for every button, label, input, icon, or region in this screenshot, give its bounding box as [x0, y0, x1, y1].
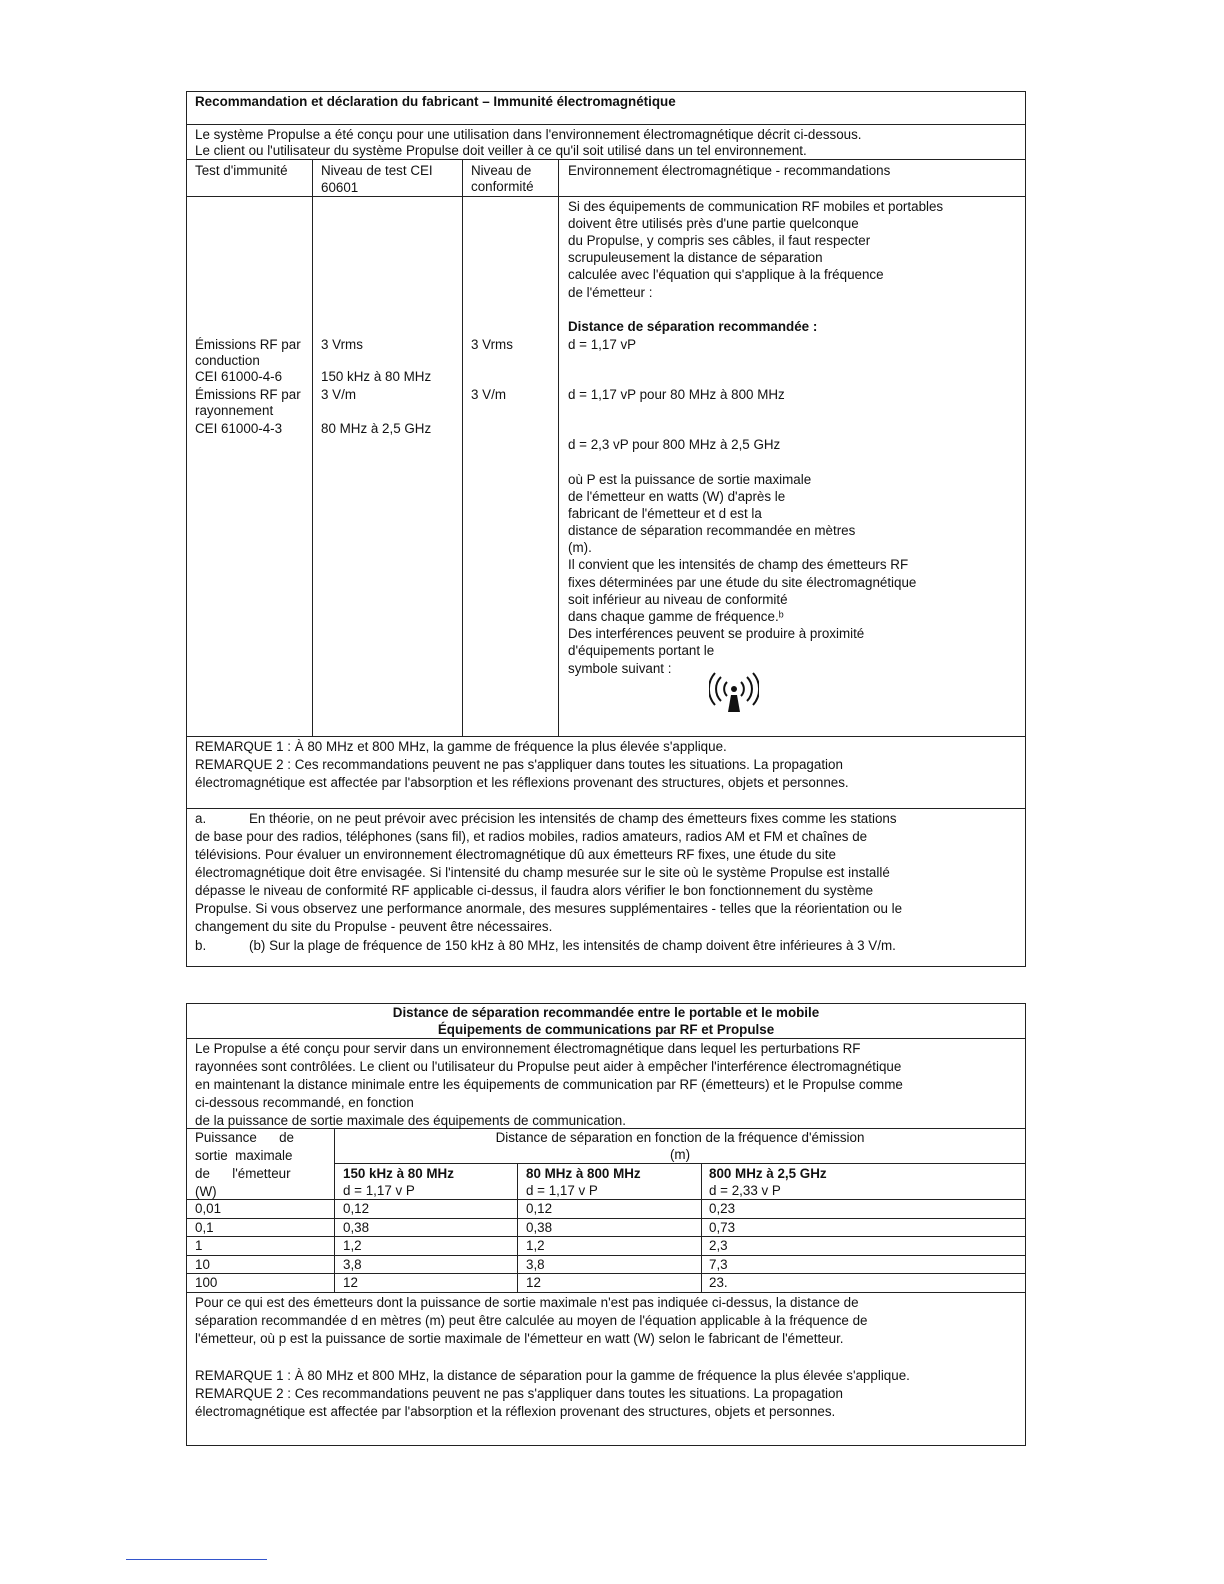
- distance-cell: 0,38: [343, 1220, 370, 1235]
- band-formula: d = 1,17 v P: [343, 1183, 415, 1198]
- table1-title: Recommandation et déclaration du fabricant – Immunité électromagnétique: [195, 94, 676, 109]
- level-cell: 150 kHz à 80 MHz: [321, 369, 432, 384]
- distance-cell: 0,73: [709, 1220, 736, 1235]
- distance-cell: 12: [526, 1275, 541, 1290]
- env-line: symbole suivant :: [568, 661, 672, 676]
- env-line: où P est la puissance de sortie maximale: [568, 472, 812, 487]
- note-a-text: de base pour des radios, téléphones (sans fil), et radios mobiles, radios amateurs, radios AM et FM et chaînes de: [195, 829, 868, 844]
- band-formula: d = 2,33 v P: [709, 1183, 781, 1198]
- power-cell: 10: [195, 1257, 210, 1272]
- env-line: dans chaque gamme de fréquence.ᵇ: [568, 609, 784, 624]
- power-cell: 1: [195, 1238, 203, 1253]
- table1-rule: [186, 808, 1026, 809]
- table2-footer: Pour ce qui est des émetteurs dont la puissance de sortie maximale n'est pas indiquée ci-dessus, la distance de: [195, 1295, 859, 1310]
- env-formula: d = 1,17 vP: [568, 337, 637, 352]
- table2-intro: rayonnées sont contrôlées. Le client ou l'utilisateur du Propulse peut aider à empêcher l'interférence électromagnétique: [195, 1059, 902, 1074]
- level-cell: 80 MHz à 2,5 GHz: [321, 421, 432, 436]
- distance-cell: 1,2: [526, 1238, 545, 1253]
- power-header: de l'émetteur: [195, 1166, 291, 1181]
- table2-intro: ci-dessous recommandé, en fonction: [195, 1095, 414, 1110]
- table2-footer: séparation recommandée d en mètres (m) peut être calculée au moyen de l'équation applicable à la fréquence de: [195, 1313, 868, 1328]
- note-a-text: télévisions. Pour évaluer un environnement électromagnétique dû aux émetteurs RF fixes, une étude du site: [195, 847, 836, 862]
- table1-col-rule: [558, 159, 559, 736]
- conformity-cell: 3 V/m: [471, 387, 506, 402]
- table2-col-rule: [701, 1163, 702, 1292]
- remark: REMARQUE 1 : À 80 MHz et 800 MHz, la distance de séparation pour la gamme de fréquence la plus élevée s'applique.: [195, 1368, 910, 1383]
- env-line: d'équipements portant le: [568, 643, 715, 658]
- table2-intro: de la puissance de sortie maximale des équipements de communication.: [195, 1113, 626, 1128]
- env-line: de l'émetteur :: [568, 285, 653, 300]
- footnote-separator: [126, 1559, 267, 1560]
- table1-rule: [186, 736, 1026, 737]
- env-heading: Distance de séparation recommandée :: [568, 319, 818, 334]
- table2-rule: [186, 1273, 1026, 1274]
- remark: REMARQUE 2 : Ces recommandations peuvent ne pas s'appliquer dans toutes les situations. La propagation: [195, 757, 843, 772]
- env-line: (m).: [568, 540, 592, 555]
- table2-rule: [186, 1218, 1026, 1219]
- test-cell: Émissions RF par: [195, 337, 301, 352]
- table2-intro: Le Propulse a été conçu pour servir dans un environnement électromagnétique dans lequel les perturbations RF: [195, 1041, 861, 1056]
- test-cell: Émissions RF par: [195, 387, 301, 402]
- band-name: 80 MHz à 800 MHz: [526, 1166, 641, 1181]
- env-formula: d = 2,3 vP pour 800 MHz à 2,5 GHz: [568, 437, 781, 452]
- env-line: du Propulse, y compris ses câbles, il faut respecter: [568, 233, 871, 248]
- table1-intro-2: Le client ou l'utilisateur du système Propulse doit veiller à ce qu'il soit utilisé dans un tel environnement.: [195, 143, 807, 158]
- table2-intro: en maintenant la distance minimale entre les équipements de communication par RF (émetteurs) et le Propulse comme: [195, 1077, 903, 1092]
- env-line: Des interférences peuvent se produire à proximité: [568, 626, 865, 641]
- header-test: Test d'immunité: [195, 163, 288, 178]
- env-line: soit inférieur au niveau de conformité: [568, 592, 788, 607]
- header-level-2: 60601: [321, 180, 359, 195]
- distance-cell: 1,2: [343, 1238, 362, 1253]
- power-header: (W): [195, 1184, 217, 1199]
- distance-cell: 0,38: [526, 1220, 553, 1235]
- distance-header-unit: (m): [669, 1147, 691, 1162]
- table2-rule: [186, 1292, 1026, 1293]
- table2-rule: [186, 1236, 1026, 1237]
- remark: électromagnétique est affectée par l'absorption et la réflexion provenant des structures, objets et personnes.: [195, 1404, 836, 1419]
- table1-rule: [186, 124, 1026, 125]
- note-a-label: a.: [195, 811, 207, 826]
- level-cell: 3 V/m: [321, 387, 356, 402]
- table2-footer: l'émetteur, où p est la puissance de sortie maximale de l'émetteur en watt (W) selon le fabricant de l'émetteur.: [195, 1331, 844, 1346]
- power-cell: 0,1: [195, 1220, 214, 1235]
- distance-cell: 12: [343, 1275, 358, 1290]
- note-a-text: changement du site du Propulse - peuvent être nécessaires.: [195, 919, 553, 934]
- remark: REMARQUE 1 : À 80 MHz et 800 MHz, la gamme de fréquence la plus élevée s'applique.: [195, 739, 727, 754]
- note-b-text: (b) Sur la plage de fréquence de 150 kHz à 80 MHz, les intensités de champ doivent être inférieures à 3 V/m.: [249, 938, 896, 953]
- table2-rule: [186, 1255, 1026, 1256]
- env-line: fabricant de l'émetteur et d est la: [568, 506, 762, 521]
- note-a-text: En théorie, on ne peut prévoir avec précision les intensités de champ des émetteurs fixes comme les stations: [249, 811, 897, 826]
- power-cell: 0,01: [195, 1201, 222, 1216]
- remark: REMARQUE 2 : Ces recommandations peuvent ne pas s'appliquer dans toutes les situations. La propagation: [195, 1386, 843, 1401]
- band-name: 150 kHz à 80 MHz: [343, 1166, 454, 1181]
- table2-col-rule: [517, 1163, 518, 1292]
- header-level-1: Niveau de test CEI: [321, 163, 433, 178]
- header-conformity-2: conformité: [471, 179, 534, 194]
- note-a-text: dépasse le niveau de conformité RF applicable ci-dessus, il faudra alors vérifier le bon fonctionnement du système: [195, 883, 874, 898]
- distance-cell: 0,23: [709, 1201, 736, 1216]
- band-formula: d = 1,17 v P: [526, 1183, 598, 1198]
- distance-cell: 0,12: [343, 1201, 370, 1216]
- test-cell: CEI 61000-4-3: [195, 421, 283, 436]
- env-line: fixes déterminées par une étude du site électromagnétique: [568, 575, 917, 590]
- distance-cell: 7,3: [709, 1257, 728, 1272]
- header-environment: Environnement électromagnétique - recommandations: [568, 163, 891, 178]
- table2-rule: [186, 1199, 1026, 1200]
- power-cell: 100: [195, 1275, 218, 1290]
- test-cell: CEI 61000-4-6: [195, 369, 283, 384]
- remark: électromagnétique est affectée par l'absorption et les réflexions provenant des structures, objets et personnes.: [195, 775, 849, 790]
- conformity-cell: 3 Vrms: [471, 337, 513, 352]
- radiation-symbol-icon: [709, 671, 759, 713]
- distance-header: Distance de séparation en fonction de la fréquence d'émission: [495, 1130, 865, 1145]
- band-name: 800 MHz à 2,5 GHz: [709, 1166, 827, 1181]
- note-a-text: électromagnétique doit être envisagée. Si l'intensité du champ mesurée sur le site où le système Propulse est installé: [195, 865, 890, 880]
- table1-col-rule: [312, 159, 313, 736]
- table1-intro-1: Le système Propulse a été conçu pour une utilisation dans l'environnement électromagnétique décrit ci-dessous.: [195, 127, 862, 142]
- table2-title-1: Distance de séparation recommandée entre le portable et le mobile: [392, 1005, 820, 1020]
- test-cell: conduction: [195, 353, 260, 368]
- table2-title-2: Équipements de communications par RF et Propulse: [437, 1022, 775, 1037]
- env-line: distance de séparation recommandée en mètres: [568, 523, 856, 538]
- power-header: sortie maximale: [195, 1148, 293, 1163]
- distance-cell: 2,3: [709, 1238, 728, 1253]
- env-line: doivent être utilisés près d'une partie quelconque: [568, 216, 859, 231]
- header-conformity-1: Niveau de: [471, 163, 532, 178]
- test-cell: rayonnement: [195, 403, 274, 418]
- distance-cell: 0,12: [526, 1201, 553, 1216]
- distance-cell: 23.: [709, 1275, 728, 1290]
- env-formula: d = 1,17 vP pour 80 MHz à 800 MHz: [568, 387, 785, 402]
- env-line: Il convient que les intensités de champ des émetteurs RF: [568, 557, 909, 572]
- level-cell: 3 Vrms: [321, 337, 363, 352]
- table1-col-rule: [462, 159, 463, 736]
- distance-cell: 3,8: [343, 1257, 362, 1272]
- env-line: scrupuleusement la distance de séparation: [568, 250, 823, 265]
- note-b-label: b.: [195, 938, 207, 953]
- env-line: calculée avec l'équation qui s'applique à la fréquence: [568, 267, 884, 282]
- env-line: de l'émetteur en watts (W) d'après le: [568, 489, 786, 504]
- env-line: Si des équipements de communication RF mobiles et portables: [568, 199, 944, 214]
- power-header: Puissance de: [195, 1130, 294, 1145]
- distance-cell: 3,8: [526, 1257, 545, 1272]
- note-a-text: Propulse. Si vous observez une performance anormale, des mesures supplémentaires - telles que la réorientation ou le: [195, 901, 903, 916]
